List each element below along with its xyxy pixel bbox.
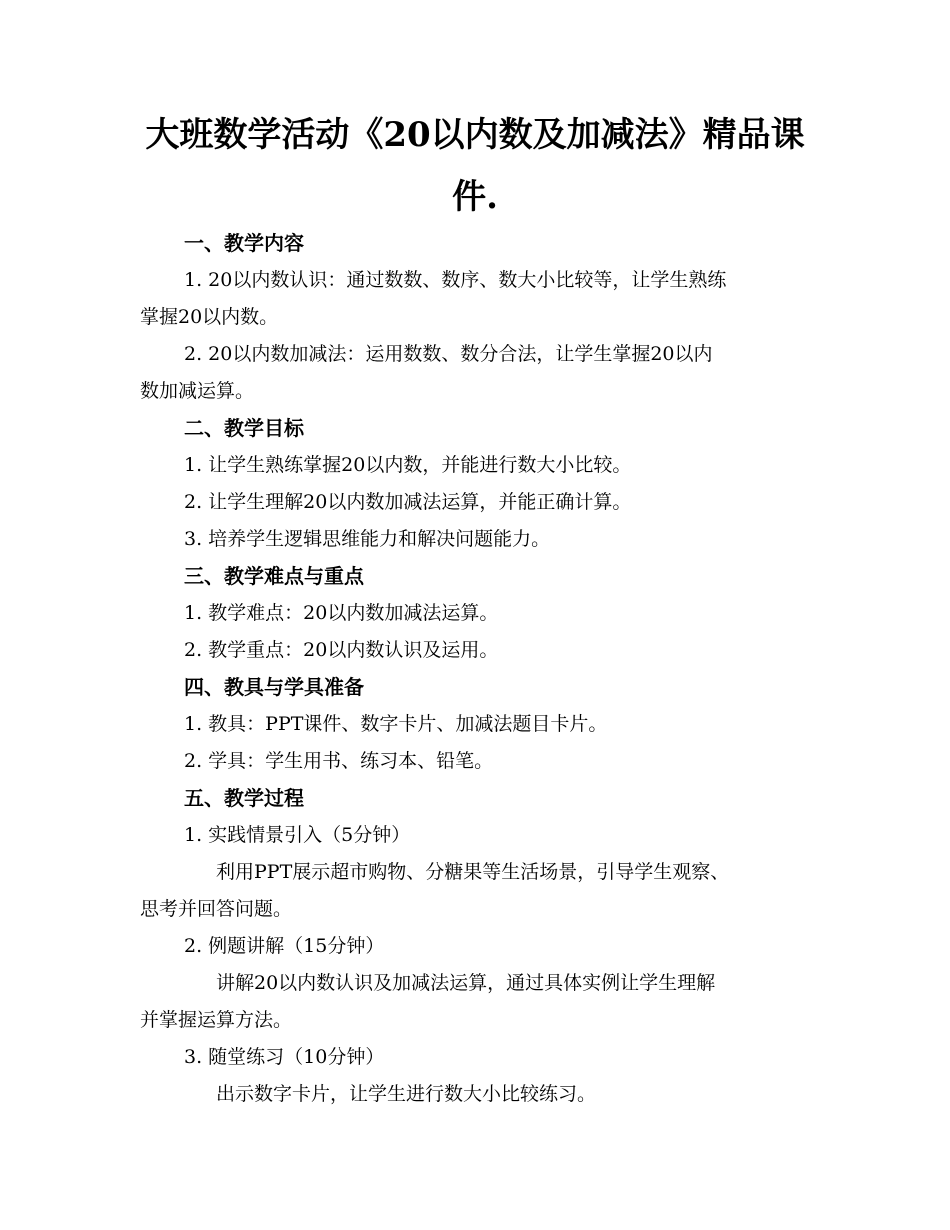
- paragraph-line: 2. 20以内数加减法：运用数数、数分合法，让学生掌握20以内: [184, 343, 713, 365]
- paragraph-line: 掌握20以内数。: [140, 306, 279, 328]
- section-heading-materials: 四、教具与学具准备: [184, 675, 364, 699]
- list-item: 2. 教学重点：20以内数认识及运用。: [184, 639, 499, 661]
- list-item: 1. 实践情景引入（5分钟）: [184, 824, 411, 846]
- paragraph-line: 1. 20以内数认识：通过数数、数序、数大小比较等，让学生熟练: [184, 269, 727, 291]
- paragraph-line: 出示数字卡片，让学生进行数大小比较练习。: [216, 1083, 597, 1105]
- list-item: 1. 教学难点：20以内数加减法运算。: [184, 602, 499, 624]
- paragraph-line: 利用PPT展示超市购物、分糖果等生活场景，引导学生观察、: [216, 861, 730, 883]
- paragraph-line: 并掌握运算方法。: [140, 1009, 293, 1031]
- section-heading-content: 一、教学内容: [184, 231, 304, 255]
- section-heading-difficulties: 三、教学难点与重点: [184, 564, 364, 588]
- paragraph-line: 数加减运算。: [140, 380, 255, 402]
- list-item: 1. 教具：PPT课件、数字卡片、加减法题目卡片。: [184, 713, 608, 735]
- paragraph-line: 讲解20以内数认识及加减法运算，通过具体实例让学生理解: [216, 972, 716, 994]
- list-item: 3. 随堂练习（10分钟）: [184, 1046, 385, 1068]
- list-item: 2. 例题讲解（15分钟）: [184, 935, 385, 957]
- list-item: 3. 培养学生逻辑思维能力和解决问题能力。: [184, 528, 551, 550]
- list-item: 2. 让学生理解20以内数加减法运算，并能正确计算。: [184, 491, 632, 513]
- list-item: 2. 学具：学生用书、练习本、铅笔。: [184, 750, 494, 772]
- section-heading-goals: 二、教学目标: [184, 416, 304, 440]
- section-heading-process: 五、教学过程: [184, 786, 304, 810]
- document-title: 大班数学活动《20以内数及加减法》精品课件.: [145, 115, 805, 217]
- paragraph-line: 思考并回答问题。: [140, 898, 293, 920]
- list-item: 1. 让学生熟练掌握20以内数，并能进行数大小比较。: [184, 454, 632, 476]
